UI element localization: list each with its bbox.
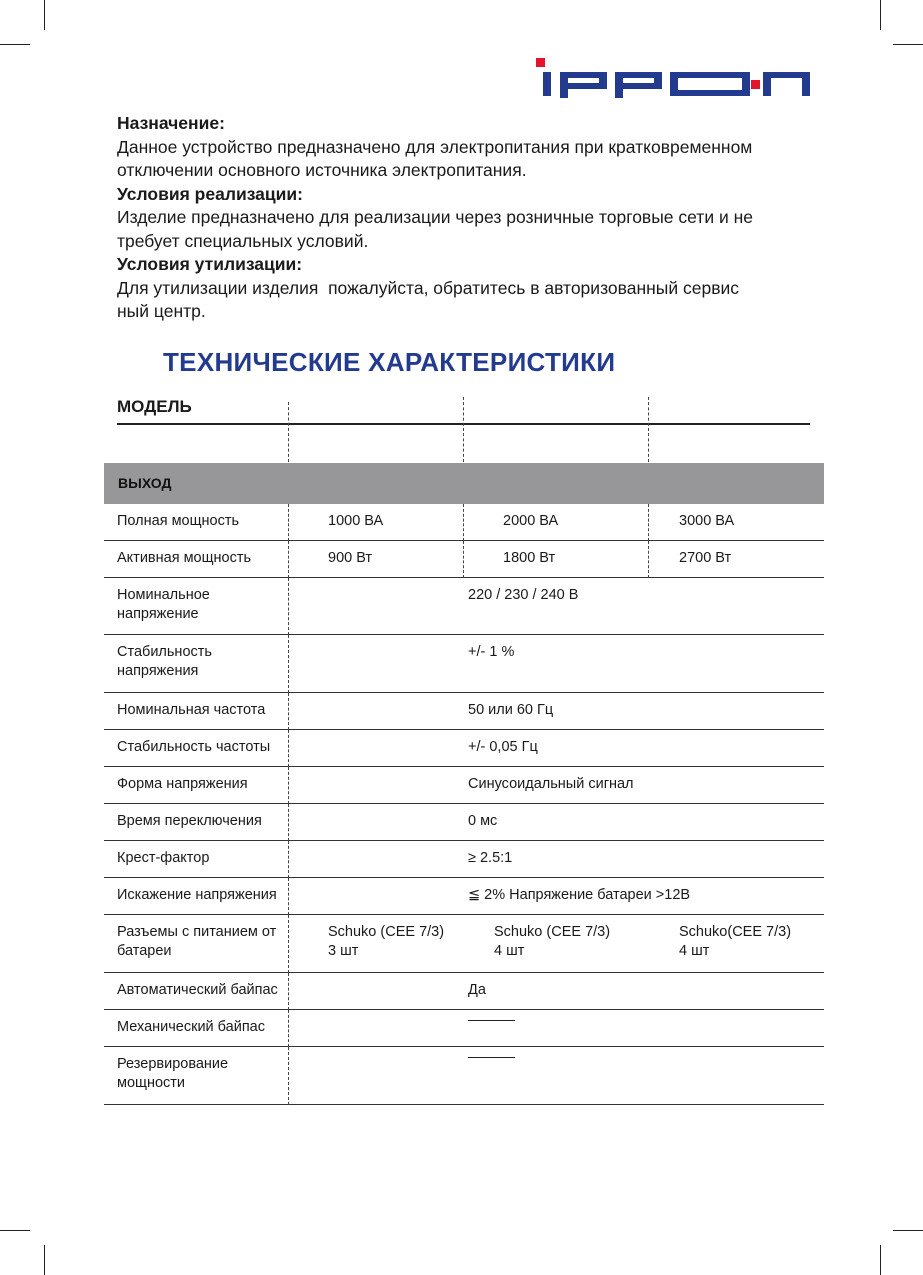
column-divider (288, 878, 289, 915)
crop-mark (893, 1230, 923, 1231)
column-divider (288, 915, 289, 973)
table-row (104, 578, 824, 635)
row-value: Schuko (CEE 7/3) 3 шт (328, 924, 445, 959)
column-divider (288, 1010, 289, 1047)
table-row (104, 767, 824, 804)
column-divider (648, 504, 649, 541)
table-row (104, 841, 824, 878)
table-row (104, 915, 824, 973)
row-label: Время переключения (117, 813, 262, 829)
purpose-text: Данное устройство предназначено для электропитания при кратковременном отключении основного источника электропитания. (117, 136, 753, 180)
row-value: 0 мс (468, 813, 498, 829)
table-row (104, 878, 824, 915)
column-divider (288, 504, 289, 541)
column-divider (288, 841, 289, 878)
sale-text: Изделие предназначено для реализации через розничные торговые сети и не требует специальных условий. (117, 207, 753, 251)
column-divider (288, 402, 289, 462)
row-value: Да (468, 982, 486, 998)
disposal-heading: Условия утилизации: (117, 254, 303, 274)
crop-mark (0, 1230, 30, 1231)
crop-mark (880, 1245, 881, 1275)
row-label: Номинальная частота (117, 702, 266, 718)
purpose-heading: Назначение: (117, 113, 225, 133)
column-divider (288, 730, 289, 767)
section-output: ВЫХОД (104, 463, 824, 504)
column-divider (463, 504, 464, 541)
row-value: +/- 1 % (468, 644, 515, 660)
table-row (104, 693, 824, 730)
ippon-logo (536, 58, 810, 98)
row-value: Schuko(CEE 7/3) 4 шт (679, 924, 792, 959)
row-value: 50 или 60 Гц (468, 702, 554, 718)
table-row (104, 730, 824, 767)
intro-section (117, 112, 837, 324)
table-row (104, 973, 824, 1010)
row-label: Автоматический байпас (117, 982, 278, 998)
row-value: ≦ 2% Напряжение батареи >12В (468, 887, 691, 903)
crop-mark (880, 0, 881, 30)
sale-heading: Условия реализации: (117, 183, 304, 204)
row-value: Синусоидальный сигнал (468, 776, 634, 792)
row-value: 3000 ВА (679, 513, 735, 529)
row-label: Резервирование мощности (117, 1056, 229, 1091)
row-label: Механический байпас (117, 1019, 265, 1035)
empty-value-dash (468, 1020, 515, 1021)
table-row (104, 1047, 824, 1105)
row-value: ≥ 2.5:1 (468, 850, 513, 866)
row-value: 900 Вт (328, 550, 373, 566)
specs-title: ТЕХНИЧЕСКИЕ ХАРАКТЕРИСТИКИ (163, 347, 616, 377)
column-divider (288, 541, 289, 578)
column-divider (288, 973, 289, 1010)
crop-mark (893, 44, 923, 45)
row-label: Крест-фактор (117, 850, 210, 866)
column-divider (648, 541, 649, 578)
row-value: 1000 ВА (328, 513, 384, 529)
row-label: Номинальное напряжение (117, 587, 210, 622)
row-value: 2700 Вт (679, 550, 732, 566)
table-row (104, 541, 824, 578)
row-value: Schuko (CEE 7/3) 4 шт (494, 924, 611, 959)
disposal-text-line2: ный центр. (117, 301, 206, 321)
row-label: Искажение напряжения (117, 887, 277, 903)
crop-mark (0, 44, 30, 45)
column-divider (288, 578, 289, 635)
crop-mark (44, 1245, 45, 1275)
row-value: +/- 0,05 Гц (468, 739, 538, 755)
column-divider (463, 541, 464, 578)
row-value: 2000 ВА (503, 513, 559, 529)
column-divider (288, 635, 289, 693)
crop-mark (44, 0, 45, 30)
column-divider (288, 693, 289, 730)
row-label: Стабильность напряжения (117, 644, 212, 679)
empty-value-dash (468, 1057, 515, 1058)
row-label: Стабильность частоты (117, 739, 271, 755)
column-divider (288, 804, 289, 841)
row-value: 220 / 230 / 240 В (468, 587, 579, 603)
column-divider (288, 767, 289, 804)
model-label: МОДЕЛЬ (117, 397, 192, 416)
table-row (104, 635, 824, 693)
column-divider (463, 397, 464, 462)
column-divider (648, 397, 649, 462)
column-divider (288, 1047, 289, 1105)
row-label: Форма напряжения (117, 776, 248, 792)
row-label: Полная мощность (117, 513, 240, 529)
table-row (104, 1010, 824, 1047)
row-label: Активная мощность (117, 550, 252, 566)
disposal-text-line1: Для утилизации изделия пожалуйста, обратитесь в авторизованный сервис (117, 277, 740, 298)
row-value: 1800 Вт (503, 550, 556, 566)
row-label: Разъемы с питанием от батареи (117, 924, 277, 959)
table-row (104, 504, 824, 541)
table-row (104, 804, 824, 841)
